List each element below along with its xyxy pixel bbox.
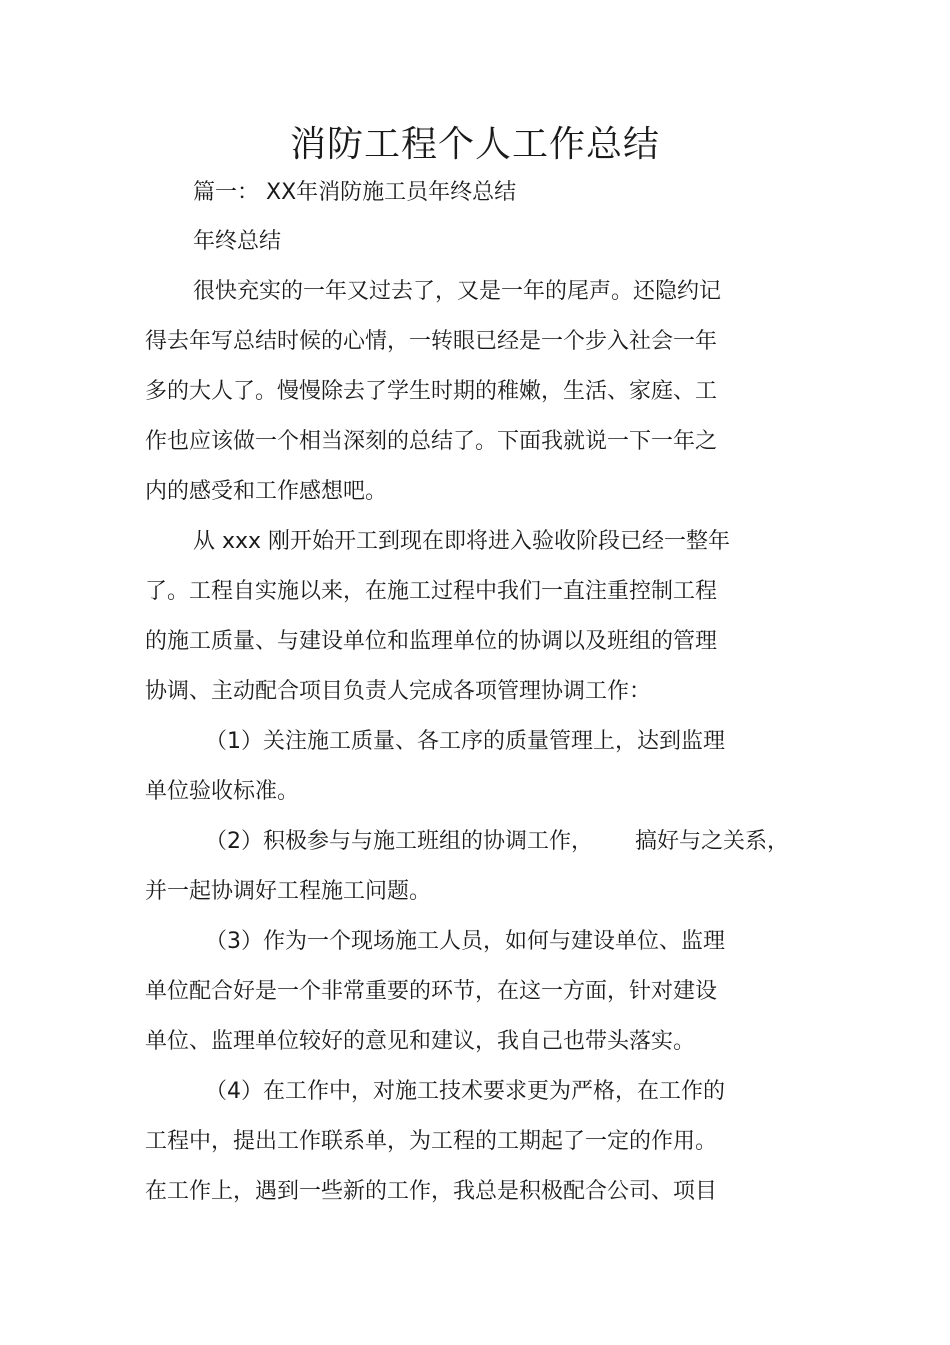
list-item-line: （3）作为一个现场施工人员，如何与建设单位、监理 — [205, 929, 725, 954]
list-item-line: 单位配合好是一个非常重要的环节，在这一方面，针对建设 — [145, 979, 718, 1004]
paragraph-line: 作也应该做一个相当深刻的总结了。下面我就说一下一年之 — [145, 429, 718, 454]
paragraph-line: 很快充实的一年又过去了，又是一年的尾声。还隐约记 — [193, 279, 722, 304]
list-item-line: 单位、监理单位较好的意见和建议，我自己也带头落实。 — [145, 1029, 696, 1054]
paragraph-line: 协调、主动配合项目负责人完成各项管理协调工作： — [145, 679, 652, 704]
list-item-line: 单位验收标准。 — [145, 779, 300, 804]
paragraph-line: 的施工质量、与建设单位和监理单位的协调以及班组的管理 — [145, 629, 718, 654]
subtitle-line: 篇一： XX年消防施工员年终总结 — [193, 180, 517, 205]
document-title: 消防工程个人工作总结 — [289, 124, 660, 165]
list-item-line: 并一起协调好工程施工问题。 — [145, 879, 432, 904]
list-item-line: （2）积极参与与施工班组的协调工作， 搞好与之关系， — [205, 829, 789, 854]
paragraph-line: 内的感受和工作感想吧。 — [145, 479, 388, 504]
paragraph-line: 了。工程自实施以来，在施工过程中我们一直注重控制工程 — [145, 579, 718, 604]
paragraph-line: 多的大人了。慢慢除去了学生时期的稚嫩，生活、家庭、工 — [145, 379, 718, 404]
paragraph-line: 从 xxx 刚开始开工到现在即将进入验收阶段已经一整年 — [193, 529, 731, 554]
list-item-line: （4）在工作中，对施工技术要求更为严格，在工作的 — [205, 1079, 725, 1104]
list-item-line: （1）关注施工质量、各工序的质量管理上，达到监理 — [205, 729, 725, 754]
list-item-line: 工程中，提出工作联系单，为工程的工期起了一定的作用。 — [145, 1129, 718, 1154]
list-item-line: 在工作上，遇到一些新的工作，我总是积极配合公司、项目 — [145, 1179, 718, 1204]
paragraph-line: 得去年写总结时候的心情，一转眼已经是一个步入社会一年 — [145, 329, 718, 354]
section-heading: 年终总结 — [193, 229, 282, 254]
